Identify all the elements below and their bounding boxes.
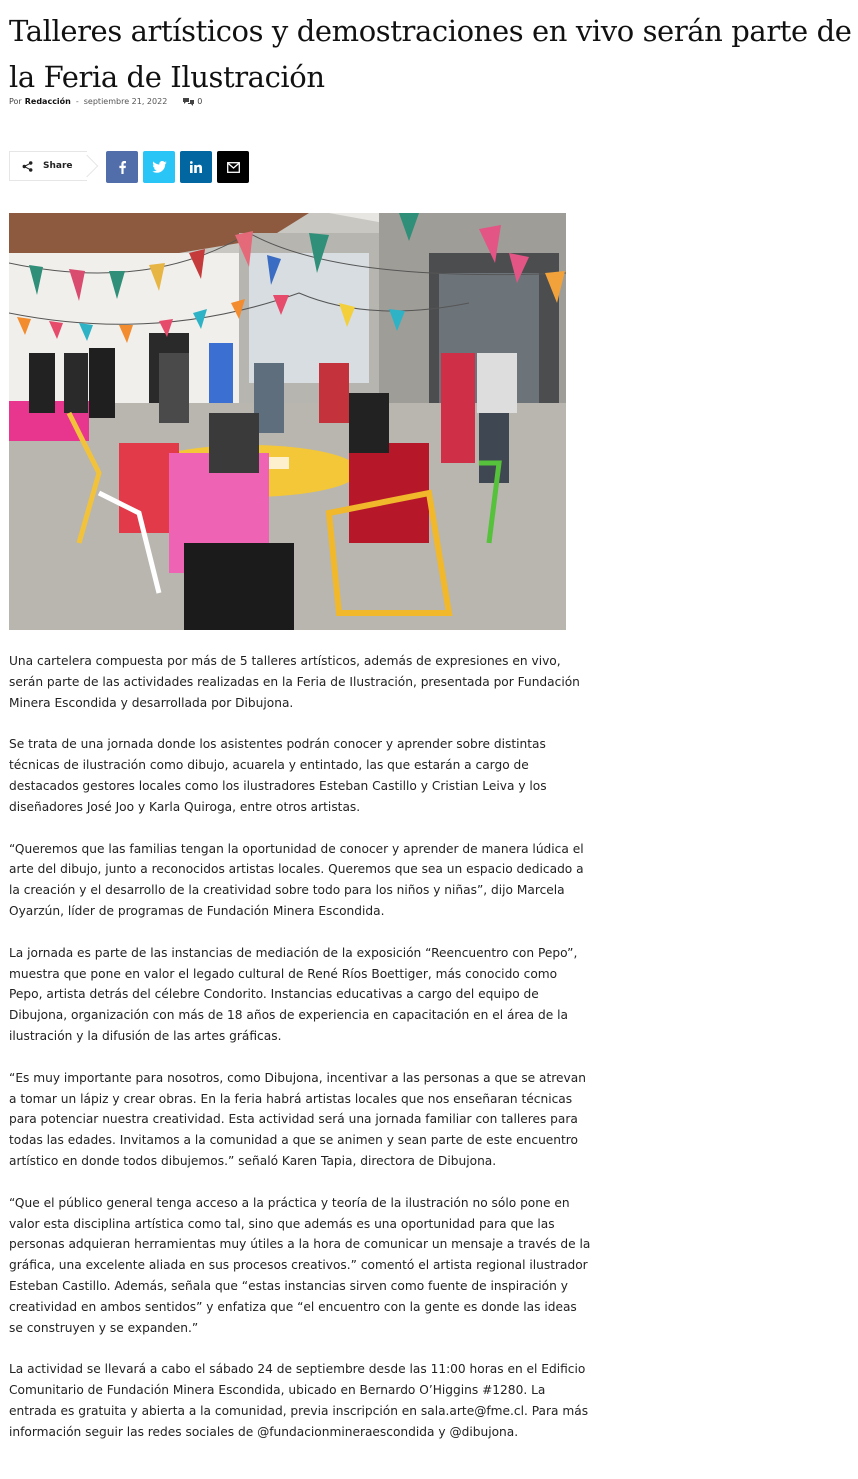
email-share-button[interactable]	[217, 151, 249, 183]
envelope-icon	[227, 162, 240, 173]
article-meta	[9, 97, 202, 106]
by-label: Por	[9, 97, 22, 106]
share-label: Share	[43, 161, 73, 171]
comment-count: 0	[197, 97, 203, 106]
article-paragraph: Una cartelera compuesta por más de 5 talleres artísticos, además de expresiones en vivo, serán parte de las actividades realizadas en la Feria de Ilustración, presentada por Fundación Minera Escondida y desarrollada por Dibujona.	[9, 654, 580, 710]
article-title: Talleres artísticos y demostraciones en vivo serán parte de la Feria de Ilustración	[9, 14, 852, 94]
featured-image	[9, 213, 566, 630]
linkedin-share-button[interactable]	[180, 151, 212, 183]
workshop-photo	[9, 213, 566, 630]
article-paragraph: “Queremos que las familias tengan la oportunidad de conocer y aprender de manera lúdica el arte del dibujo, junto a reconocidos artistas locales. Queremos que sea un espacio dedicado a la creación y el desarrollo de la creatividad sobre todo para los niños y niñas”, dijo Marcela Oyarzún, líder de programas de Fundación Minera Escondida.	[9, 841, 584, 918]
twitter-icon	[152, 161, 167, 173]
share-toggle[interactable]	[9, 151, 87, 181]
meta-separator: -	[75, 97, 79, 106]
article-paragraph: La actividad se llevará a cabo el sábado 24 de septiembre desde las 11:00 horas en el Edificio Comunitario de Fundación Minera Escondida, ubicado en Bernardo O’Higgins #1280. La entrada es gratuita y abierta a la comunidad, previa inscripción en sala.arte@fme.cl. Para más información seguir las redes sociales de @fundacionmineraescondida y @dibujona.	[9, 1362, 589, 1439]
article-body	[9, 651, 594, 1464]
facebook-share-button[interactable]	[106, 151, 138, 183]
comment-icon	[183, 98, 194, 106]
article-paragraph: “Que el público general tenga acceso a la práctica y teoría de la ilustración no sólo pone en valor esta disciplina artística como tal, sino que además es una oportunidad para que las personas adquieran herramientas muy útiles a la hora de comunicar un mensaje a través de la gráfica, una excelente aliada en sus procesos creativos.” comentó el artista regional ilustrador Esteban Castillo. Además, señala que “estas instancias sirven como fuente de inspiración y creatividad en ambos sentidos” y enfatiza que “el encuentro con la gente es donde las ideas se construyen y se expanden.”	[9, 1195, 591, 1335]
publish-date: septiembre 21, 2022	[83, 97, 168, 106]
article-paragraph: La jornada es parte de las instancias de mediación de la exposición “Reencuentro con Pepo”, muestra que pone en valor el legado cultural de René Ríos Boettiger, más conocido como Pepo, artista detrás del célebre Condorito. Instancias educativas a cargo del equipo de Dibujona, organización con más de 18 años de experiencia en capacitación en el área de la ilustración y la difusión de las artes gráficas.	[9, 945, 578, 1043]
linkedin-icon	[190, 161, 202, 173]
article-paragraph: “Es muy importante para nosotros, como Dibujona, incentivar a las personas a que se atrevan a tomar un lápiz y crear obras. En la feria habrá artistas locales que nos enseñaran técnicas para potenciar nuestra creatividad. Esta actividad será una jornada familiar con talleres para todas las edades. Invitamos a la comunidad a que se animen y sean parte de este encuentro artístico en donde todos dibujemos.” señaló Karen Tapia, directora de Dibujona.	[9, 1070, 586, 1168]
comments-link[interactable]	[183, 97, 202, 106]
twitter-share-button[interactable]	[143, 151, 175, 183]
facebook-icon	[119, 161, 126, 174]
share-icon	[22, 161, 33, 172]
author-link[interactable]: Redacción	[24, 97, 71, 106]
article-paragraph: Se trata de una jornada donde los asistentes podrán conocer y aprender sobre distintas técnicas de ilustración como dibujo, acuarela y entintado, las que estarán a cargo de destacados gestores locales como los ilustradores Esteban Castillo y Cristian Leiva y los diseñadores José Joo y Karla Quiroga, entre otros artistas.	[9, 737, 547, 814]
